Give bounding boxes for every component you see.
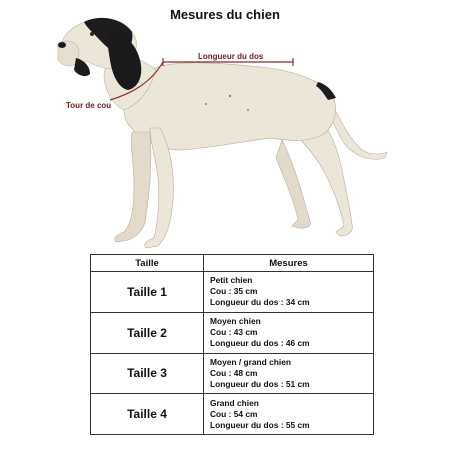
- size-cell: Taille 1: [91, 272, 204, 313]
- size-cell: Taille 2: [91, 312, 204, 353]
- dog-front-leg-far: [115, 132, 151, 242]
- neck-measure: Cou : 54 cm: [210, 408, 258, 419]
- dog-nose: [58, 42, 66, 48]
- measures-cell: [204, 353, 374, 394]
- table-row: [91, 353, 374, 394]
- measures-cell: [204, 272, 374, 313]
- measures-cell: [204, 312, 374, 353]
- table-header-row: [91, 255, 374, 272]
- dog-spot: [229, 95, 231, 97]
- dog-spot: [247, 109, 249, 111]
- dog-category: Moyen / grand chien: [210, 356, 291, 367]
- back-measure: Longueur du dos : 46 cm: [210, 338, 310, 349]
- back-measure: Longueur du dos : 51 cm: [210, 378, 310, 389]
- dog-eye: [90, 32, 94, 36]
- dog-hind-leg-far: [276, 140, 310, 228]
- page-title: Mesures du chien: [170, 7, 280, 22]
- table-row: [91, 312, 374, 353]
- dog-category: Moyen chien: [210, 316, 261, 327]
- back-measure: Longueur du dos : 34 cm: [210, 297, 310, 308]
- dog-category: Grand chien: [210, 397, 259, 408]
- dog-category: Petit chien: [210, 275, 253, 286]
- neck-measure: Cou : 48 cm: [210, 367, 258, 378]
- size-cell: Taille 3: [91, 353, 204, 394]
- column-header-measures: Mesures: [204, 255, 374, 272]
- column-header-size: Taille: [91, 255, 204, 272]
- dog-spot: [205, 103, 207, 105]
- measures-cell: [204, 394, 374, 435]
- back-length-label: Longueur du dos: [198, 52, 264, 61]
- neck-label: Tour de cou: [66, 101, 112, 110]
- back-measure: Longueur du dos : 55 cm: [210, 419, 310, 430]
- table-row: [91, 272, 374, 313]
- neck-measure: Cou : 35 cm: [210, 286, 258, 297]
- size-cell: Taille 4: [91, 394, 204, 435]
- table-row: [91, 394, 374, 435]
- size-table: [90, 254, 374, 435]
- neck-measure: Cou : 43 cm: [210, 327, 258, 338]
